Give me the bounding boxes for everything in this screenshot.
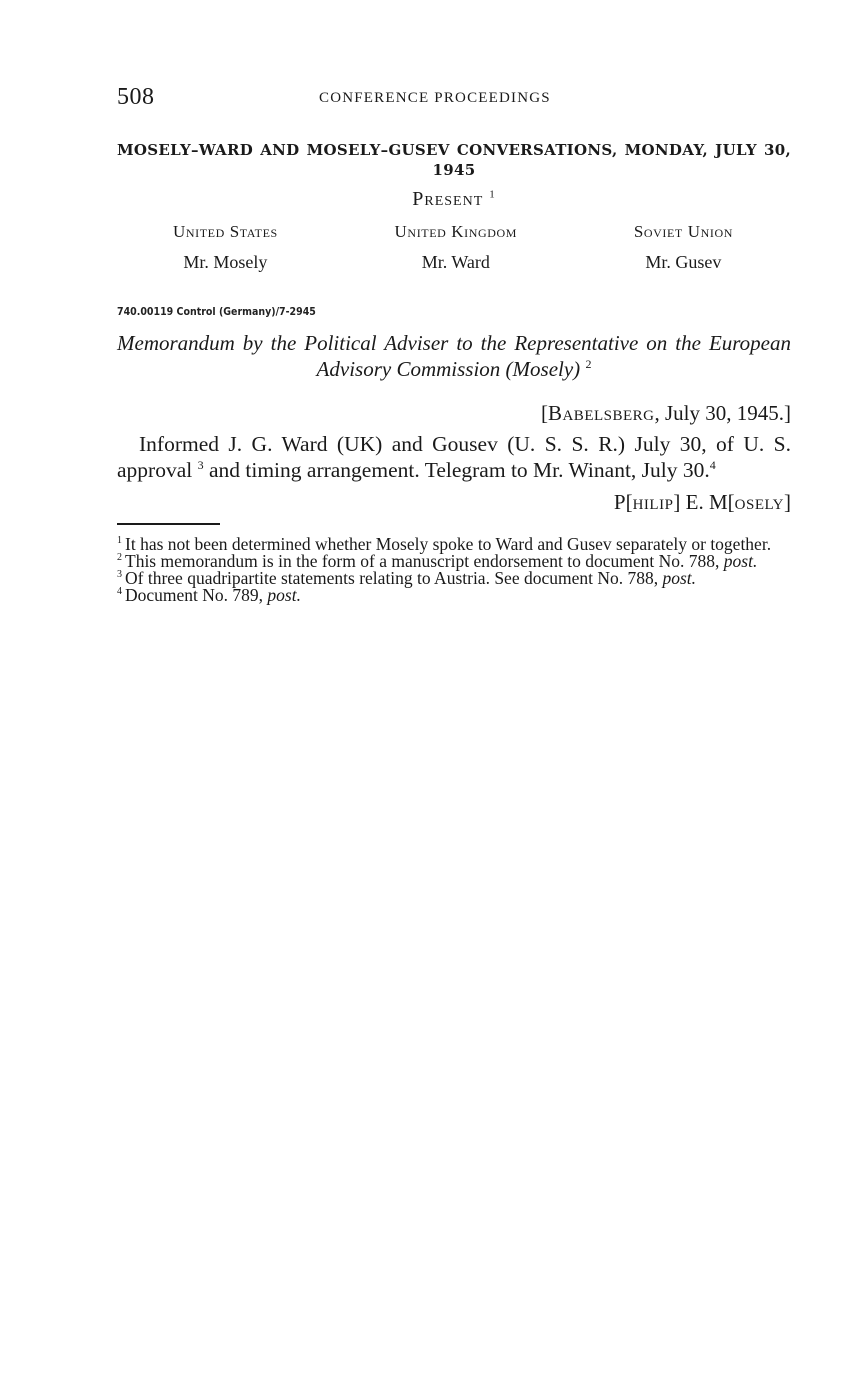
signature-last-rest: osely <box>734 490 784 514</box>
footnote-ref-4: 4 <box>709 457 716 472</box>
footnote-ref-3: 3 <box>197 457 204 472</box>
delegation-soviet-union <box>634 221 733 273</box>
delegation-member: Mr. Gusev <box>645 252 722 272</box>
document-page <box>117 84 791 604</box>
document-title: MOSELY–WARD AND MOSELY–GUSEV CONVERSATIONS, MONDAY, JULY 30, 1945 <box>117 141 791 179</box>
dateline <box>117 400 791 426</box>
footnote-text: It has not been determined whether Mosely spoke to Ward and Gusev separately or together. <box>125 534 772 554</box>
delegation-united-states <box>173 221 278 273</box>
present-label: Present <box>412 188 484 210</box>
delegation-country: United States <box>173 222 278 241</box>
signature-middle: ] E. M[ <box>673 490 735 514</box>
memorandum-body <box>117 431 791 483</box>
running-title: CONFERENCE PROCEEDINGS <box>319 90 551 106</box>
memorandum-title <box>117 330 791 382</box>
running-head <box>117 84 791 114</box>
footnote-mark: 4 <box>117 586 122 598</box>
footnote-ref-2: 2 <box>585 357 592 371</box>
footnote-divider <box>117 523 220 525</box>
participants-list <box>117 221 791 273</box>
body-text-part1: Informed J. G. Ward (UK) and Gousev (U. S. S. R.) July 30, of U. S. approval <box>117 432 791 482</box>
footnotes <box>117 536 791 604</box>
footnote-post: post. <box>723 551 758 571</box>
signature <box>117 489 791 515</box>
memorandum-title-text: Memorandum by the Political Adviser to the Representative on the European Advisory Commission (Mosely) <box>117 331 791 381</box>
dateline-date: , July 30, 1945.] <box>654 401 791 425</box>
footnote-4 <box>117 587 791 604</box>
page-number: 508 <box>117 84 155 110</box>
body-text-part2: and timing arrangement. Telegram to Mr. Winant, July 30. <box>203 458 710 482</box>
delegation-country: Soviet Union <box>633 222 733 241</box>
dateline-open: [ <box>540 401 548 425</box>
dateline-place: Babelsberg <box>547 401 655 425</box>
signature-close: ] <box>784 490 791 514</box>
footnote-mark: 1 <box>117 535 122 547</box>
footnote-mark: 3 <box>117 569 122 581</box>
delegation-country: United Kingdom <box>394 222 518 241</box>
footnote-text: Of three quadripartite statements relating to Austria. See document No. 788, <box>125 568 663 588</box>
delegation-united-kingdom <box>395 221 518 273</box>
present-heading <box>117 188 791 211</box>
footnote-text: This memorandum is in the form of a manuscript endorsement to document No. 788, <box>125 551 724 571</box>
footnote-mark: 2 <box>117 552 122 564</box>
footnote-text: Document No. 789, <box>125 585 268 605</box>
delegation-member: Mr. Ward <box>421 252 490 272</box>
file-reference: 740.00119 Control (Germany)/7-2945 <box>117 305 316 318</box>
delegation-member: Mr. Mosely <box>183 252 268 272</box>
footnote-ref-1: 1 <box>489 188 496 201</box>
signature-first-rest: hilip <box>632 490 674 514</box>
signature-first-initial: P[ <box>613 490 633 514</box>
footnote-post: post. <box>662 568 697 588</box>
footnote-post: post. <box>267 585 301 605</box>
